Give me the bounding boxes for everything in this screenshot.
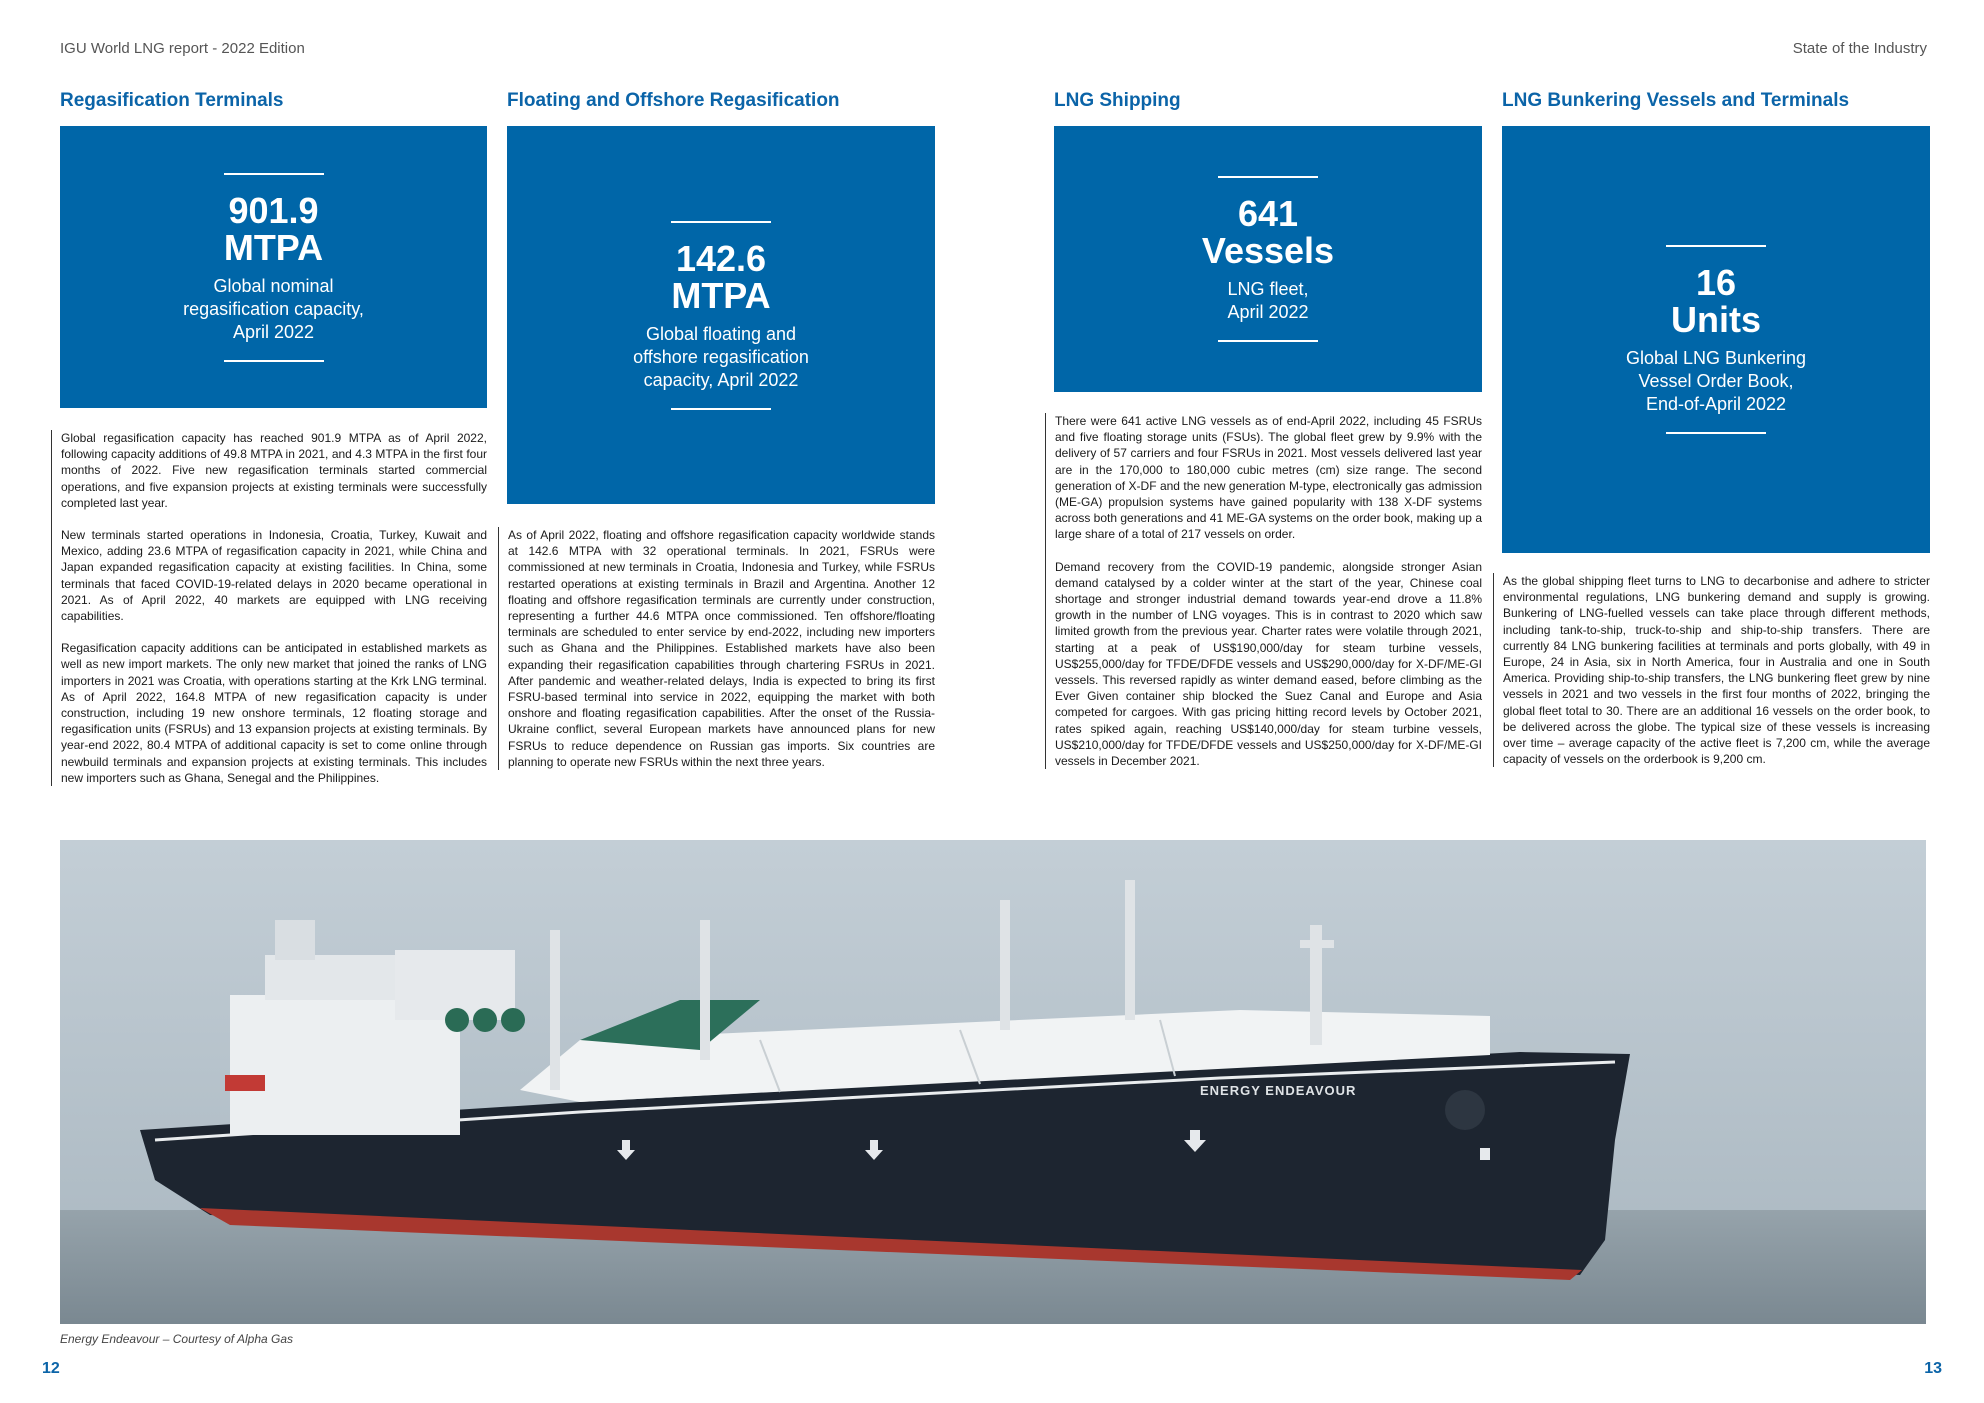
- stat-box-regasification: [60, 126, 487, 408]
- paragraph: As of April 2022, floating and offshore regasification capacity worldwide stands at 142.6 MTPA with 32 operational terminals. In 2021, FSRUs were commissioned at new terminals in Croatia, Indonesia and Turkey, while FSRUs restarted operations at existing terminals in Brazil and Argentina. Another 12 floating and offshore regasification terminals are currently under construction, representing a further 44.6 MTPA once commissioned. Ten offshore/floating terminals are scheduled to enter service by end-2022, including new importers such as Ghana and the Philippines. Established markets have also been expanding their regasification capabilities through chartering FSRUs in 2021. After pandemic and weather-related delays, India is expected to bring its first FSRU-based terminal into service in 2022, equipping the market with both onshore and floating regasification capabilities. After the onset of the Russia-Ukraine conflict, several European markets have announced plans for new FSRUs to reduce dependence on Russian gas imports. Six countries are planning to operate new FSRUs within the next three years.: [508, 528, 935, 769]
- stat-value: 16: [1695, 262, 1737, 303]
- paragraph: As the global shipping fleet turns to LNG to decarbonise and adhere to stricter environmental regulations, LNG bunkering demand and supply is growing. Bunkering of LNG-fuelled vessels can take place through different methods, including tank-to-ship, truck-to-ship and ship-to-ship transfers. There are currently 84 LNG bunkering facilities at terminals and ports globally, with 49 in Europe, 24 in Asia, six in North America, four in Australia and one in South America. Providing ship-to-ship transfers, the LNG bunkering fleet grew by nine vessels in 2021 and two vessels in the first four months of 2022, bringing the global fleet total to 30. There are an additional 16 vessels on the order book, to be delivered across the globe. The typical size of these vessels is increasing over time – average capacity of the active fleet is 7,200 cm, while the average capacity of vessels on the orderbook is 9,200 cm.: [1503, 574, 1930, 767]
- stat-unit: Vessels: [1201, 230, 1335, 271]
- stat-unit: MTPA: [671, 274, 771, 316]
- ship-photo: [60, 840, 1926, 1324]
- stat-rule-top: [1218, 176, 1318, 178]
- page-number-right: 13: [1924, 1360, 1942, 1377]
- body-text-shipping: [1045, 413, 1482, 769]
- stat-rule-bottom: [224, 360, 324, 362]
- paragraph: Demand recovery from the COVID-19 pandemic, alongside stronger Asian demand catalysed by a colder winter at the start of the year, Chinese coal shortage and stronger industrial demand towards year-end drove a 11.8% growth in the number of LNG voyages. This is in contrast to 2020 which saw limited growth from the previous year. Charter rates were volatile through 2021, starting at a peak of US$190,000/day for steam turbine vessels, US$255,000/day for TFDE/DFDE vessels and US$290,000/day for X-DF/ME-GI vessels. This reversed rapidly as winter demand eased, before climbing as the Ever Given container ship blocked the Suez Canal and Europe and Asia competed for cargoes. With gas pricing hitting record levels by October 2021, rates spiked again, reaching US$140,000/day for steam turbine vessels, US$210,000/day for TFDE/DFDE vessels and US$250,000/day for X-DF/ME-GI vessels in December 2021.: [1055, 559, 1482, 769]
- stat-caption: Global LNG Bunkering Vessel Order Book, End-of-April 2022: [1625, 348, 1807, 414]
- stat-box-floating: [507, 126, 935, 504]
- lng-carrier-illustration: [60, 840, 1926, 1324]
- stat-rule-bottom: [1218, 340, 1318, 342]
- stat-box-shipping: [1054, 126, 1482, 392]
- stat-unit: Units: [1671, 299, 1761, 340]
- paragraph: There were 641 active LNG vessels as of end-April 2022, including 45 FSRUs and five floating storage units (FSUs). The global fleet grew by 9.9% with the delivery of 57 carriers and four FSRUs in 2021. Most vessels delivered last year are in the 170,000 to 180,000 cubic metres (cm) size range. The second generation of X-DF and the new generation M-type, electronically gas admission (ME-GA) propulsion systems have gained popularity with 138 X-DF systems across both generations and 41 ME-GA systems on the order book, making up a large share of a total of 217 vessels on order.: [1055, 414, 1482, 542]
- section-title-floating: Floating and Offshore Regasification: [507, 90, 840, 111]
- paragraph: New terminals started operations in Indonesia, Croatia, Turkey, Kuwait and Mexico, adding 23.6 MTPA of regasification capacity in 2021, while China and Japan expanded regasification capacity at existing facilities. In China, some terminals that faced COVID-19-related delays in 2020 became operational in 2021. As of April 2022, 40 markets are equipped with LNG receiving capabilities.: [61, 528, 487, 624]
- stat-value: 142.6: [675, 237, 767, 279]
- body-text-bunkering: [1493, 573, 1930, 767]
- page-number-left: 12: [42, 1360, 60, 1377]
- ship-name-marking: ENERGY ENDEAVOUR: [1200, 1083, 1357, 1098]
- body-text-regasification: [51, 430, 487, 786]
- stat-unit: MTPA: [223, 226, 324, 268]
- stat-rule-top: [1666, 245, 1766, 247]
- stat-rule-bottom: [1666, 432, 1766, 434]
- stat-caption: Global floating and offshore regasification capacity, April 2022: [633, 323, 809, 390]
- stat-rule-top: [224, 173, 324, 175]
- stat-value: 901.9: [228, 189, 319, 231]
- stat-caption: LNG fleet, April 2022: [1227, 279, 1309, 322]
- body-text-floating: [498, 527, 935, 770]
- running-header-left: IGU World LNG report - 2022 Edition: [60, 40, 305, 57]
- stat-rule-top: [671, 221, 771, 223]
- stat-rule-bottom: [671, 408, 771, 410]
- stat-caption: Global nominal regasification capacity, April 2022: [183, 275, 364, 342]
- paragraph: Regasification capacity additions can be anticipated in established markets as well as new import markets. The only new market that joined the ranks of LNG importers in 2021 was Croatia, with operations starting at the Krk LNG terminal. As of April 2022, 164.8 MTPA of new regasification capacity is under construction, including 19 new onshore terminals, 12 floating storage and regasification units (FSRUs) and 13 expansion projects at existing terminals. By year-end 2022, 80.4 MTPA of additional capacity is set to come online through newbuild terminals and expansion projects at existing terminals. This includes new importers such as Ghana, Senegal and the Philippines.: [61, 641, 487, 785]
- stat-value: 641: [1237, 193, 1299, 234]
- section-title-shipping: LNG Shipping: [1054, 90, 1181, 111]
- section-title-regasification: Regasification Terminals: [60, 90, 284, 111]
- section-title-bunkering: LNG Bunkering Vessels and Terminals: [1502, 90, 1850, 111]
- stat-box-bunkering: [1502, 126, 1930, 553]
- running-header-right: State of the Industry: [1792, 40, 1927, 57]
- paragraph: Global regasification capacity has reached 901.9 MTPA as of April 2022, following capacity additions of 49.8 MTPA in 2021, and 4.3 MTPA in the first four months of 2022. Five new regasification terminals started commercial operations, and five expansion projects at existing terminals were successfully completed last year.: [61, 431, 487, 510]
- photo-caption: Energy Endeavour – Courtesy of Alpha Gas: [60, 1332, 294, 1346]
